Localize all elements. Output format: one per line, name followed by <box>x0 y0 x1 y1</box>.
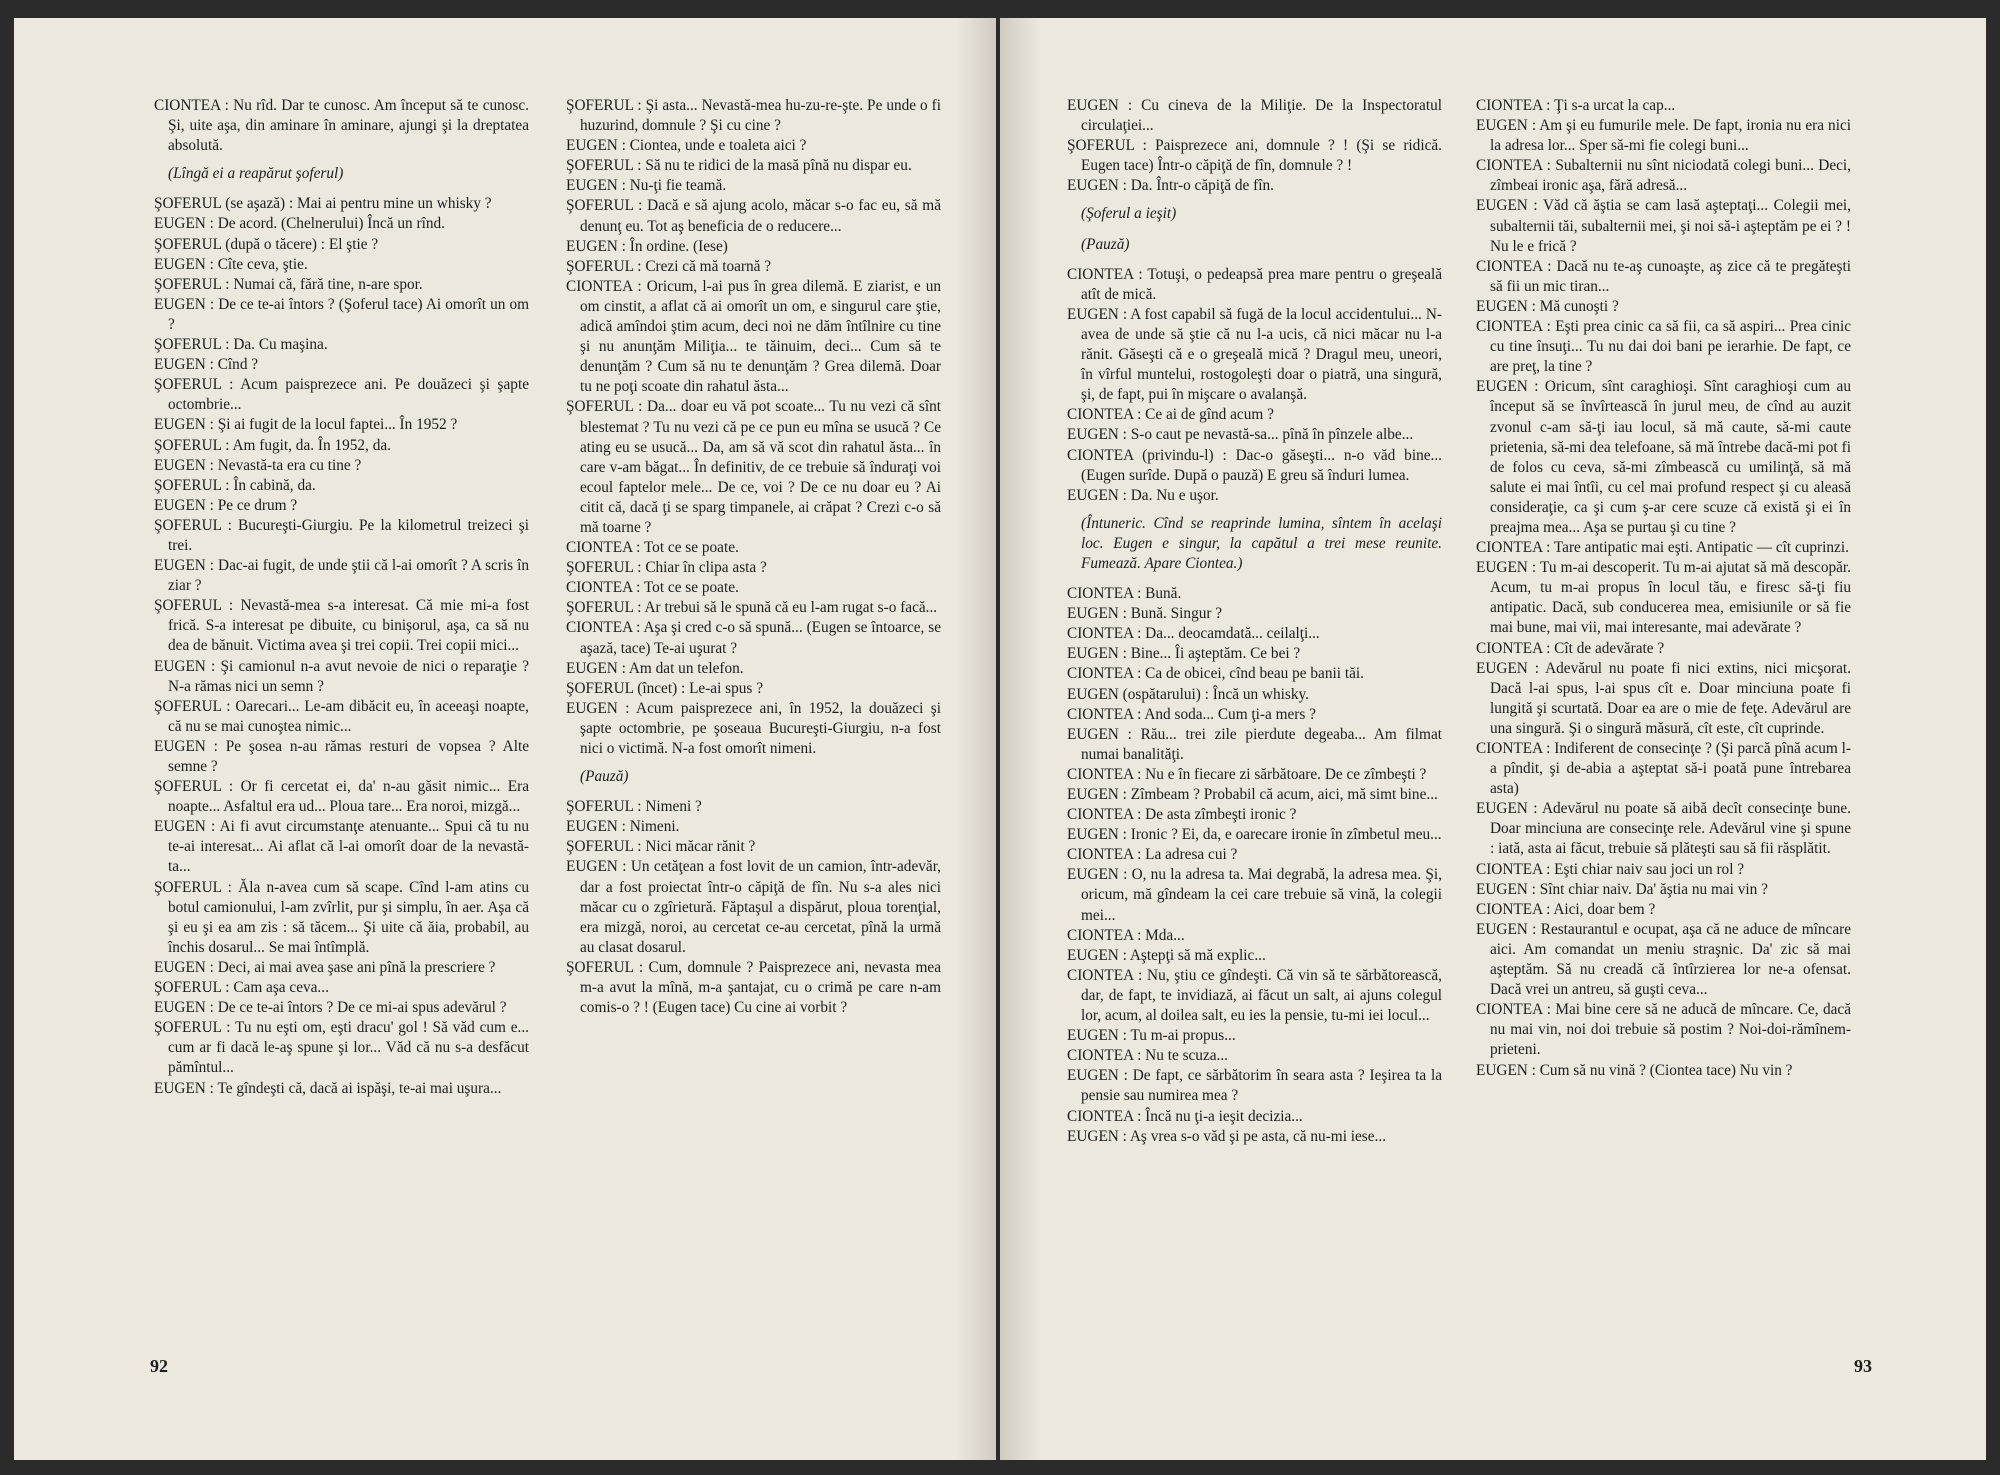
dialogue-line: EUGEN : A fost capabil să fugă de la locul accidentului... N-avea de unde să ştie că nu l-a ucis, că nici măcar nu l-a rănit. Găseşti că e o greşeală mică ? Dragul meu, uneori, în vîrful muntelui, rostogoleşti doar o piatră, una singură, şi, de fapt, pui în mişcare o avalanşă. <box>1067 305 1442 404</box>
dialogue-line: CIONTEA (privindu-l) : Dac-o găseşti... n-o văd bine... (Eugen surîde. După o pauză) E greu să înduri lumea. <box>1067 446 1442 484</box>
dialogue-line: CIONTEA : Mai bine cere să ne aducă de mîncare. Ce, dacă nu mai vin, noi doi trebuie să postim ? Noi-doi-rămînem-prieteni. <box>1476 1001 1851 1059</box>
left-page-column-1 <box>154 96 529 1099</box>
dialogue-line: EUGEN : Cum să nu vină ? (Ciontea tace) Nu vin ? <box>1476 1061 1793 1079</box>
dialogue-line: CIONTEA : Aici, doar bem ? <box>1476 900 1656 918</box>
dialogue-line: EUGEN : O, nu la adresa ta. Mai degrabă, la adresa mea. Şi, oricum, mă gîndeam la cei care trebuie să vină, la colegii mei... <box>1067 866 1442 924</box>
dialogue-line: CIONTEA : Încă nu ţi-a ieşit decizia... <box>1067 1107 1303 1125</box>
stage-direction: (Şoferul a ieşit) <box>1081 205 1177 223</box>
dialogue-line: EUGEN : De ce te-ai întors ? (Şoferul tace) Ai omorît un om ? <box>154 295 529 333</box>
dialogue-line: EUGEN : Şi camionul n-a avut nevoie de nici o reparaţie ? N-a rămas nici un semn ? <box>154 657 529 695</box>
dialogue-line: CIONTEA : Da... deocamdată... ceilalţi... <box>1067 625 1320 643</box>
dialogue-line: CIONTEA : Eşti prea cinic ca să fii, ca să aspiri... Prea cinic cu tine însuţi... Tu nu dai doi bani pe ierarhie. De fapt, ce are preţ, la tine ? <box>1476 318 1851 376</box>
dialogue-line: CIONTEA : Nu rîd. Dar te cunosc. Am început să te cunosc. Şi, uite aşa, din aminare în aminare, ajungi şi la dreptatea absolută. <box>154 97 529 155</box>
dialogue-line: EUGEN : Văd că ăştia se cam lasă aşteptaţi... Colegii mei, subalternii tăi, subalternii mei, şi noi să-i aşteptăm pe ei ? ! Nu le e frică ? <box>1476 197 1851 255</box>
dialogue-line: EUGEN : Restaurantul e ocupat, aşa că ne aduce de mîncare aici. Am comandat un meniu straşnic. Da' zic să mai aşteptăm. Să nu creadă că întîrzierea lor ne-a ofensat. Dacă vrei un antreu, să guşti ceva... <box>1476 920 1851 999</box>
dialogue-line: CIONTEA : Ca de obicei, cînd beau pe banii tăi. <box>1067 665 1364 683</box>
dialogue-line: EUGEN : Rău... trei zile pierdute degeaba... Am filmat numai banalităţi. <box>1067 725 1442 763</box>
right-page-column-1 <box>1067 96 1442 1147</box>
dialogue-line: ŞOFERUL : Dacă e să ajung acolo, măcar s-o fac eu, să mă denunţ eu. Tot aş beneficia de o reducere... <box>566 197 941 235</box>
dialogue-line: CIONTEA : Nu e în fiecare zi sărbătoare. De ce zîmbeşti ? <box>1067 765 1427 783</box>
stage-direction: (Pauză) <box>1081 235 1130 253</box>
dialogue-line: EUGEN : Am dat un telefon. <box>566 659 744 677</box>
dialogue-line: ŞOFERUL : Numai că, fără tine, n-are spor. <box>154 275 423 293</box>
dialogue-line: EUGEN : Da. Într-o căpiţă de fîn. <box>1067 177 1274 195</box>
page-number-left: 92 <box>150 1356 168 1376</box>
dialogue-line: ŞOFERUL : Cum, domnule ? Paisprezece ani, nevasta mea m-a avut la mînă, m-a şantajat, cu o crimă pe care n-am comis-o ? ! (Eugen tace) Cu cine ai vorbit ? <box>566 958 941 1017</box>
dialogue-line: EUGEN (ospătarului) : Încă un whisky. <box>1067 685 1310 703</box>
dialogue-line: EUGEN : Nimeni. <box>566 818 680 836</box>
dialogue-line: ŞOFERUL (încet) : Le-ai spus ? <box>566 679 763 697</box>
dialogue-line: EUGEN : Ai fi avut circumstanţe atenuante... Spui că tu nu te-ai interesat... Ai aflat că l-ai omorît doar de la nevastă-ta... <box>154 818 529 876</box>
dialogue-line: ŞOFERUL : Oarecari... Le-am dibăcit eu, în aceeaşi noapte, că nu se mai cunoştea nimic... <box>154 697 529 735</box>
dialogue-line: EUGEN : Mă cunoşti ? <box>1476 297 1619 315</box>
dialogue-line: ŞOFERUL : Nevastă-mea s-a interesat. Că mie mi-a fost frică. S-a interesat pe dibuite, cu binişorul, aşa, ca să nu dea de bănuit. Victima avea şi trei copii. Trei copii mici... <box>154 597 529 655</box>
dialogue-line: EUGEN : Şi ai fugit de la locul faptei... În 1952 ? <box>154 416 458 434</box>
dialogue-line: EUGEN : Te gîndeşti că, dacă ai ispăşi, te-ai mai uşura... <box>154 1079 502 1097</box>
dialogue-line: EUGEN : Cînd ? <box>154 356 259 374</box>
dialogue-line: ŞOFERUL : Ăla n-avea cum să scape. Cînd l-am atins cu botul camionului, l-am zvîrlit, pur şi simplu, în aer. Aşa că şi eu şi ea am zis : să tăcem... Şi uite că ăia, probabil, au închis dosarul... Se mai întîmplă. <box>154 878 529 956</box>
dialogue-line: EUGEN : Nu-ţi fie teamă. <box>566 177 727 195</box>
dialogue-line: EUGEN : Deci, ai mai avea şase ani pînă la prescriere ? <box>154 958 496 976</box>
dialogue-line: ŞOFERUL : Ar trebui să le spună că eu l-am rugat s-o facă... <box>566 599 938 617</box>
dialogue-line: CIONTEA : Cît de adevărate ? <box>1476 639 1665 657</box>
dialogue-line: CIONTEA : Mda... <box>1067 926 1185 944</box>
dialogue-line: ŞOFERUL : În cabină, da. <box>154 476 316 494</box>
dialogue-line: ŞOFERUL : Crezi că mă toarnă ? <box>566 257 772 275</box>
dialogue-line: ŞOFERUL : Chiar în clipa asta ? <box>566 559 767 577</box>
dialogue-line: ŞOFERUL : Am fugit, da. În 1952, da. <box>154 436 391 454</box>
dialogue-line: EUGEN : Bine... Îi aşteptăm. Ce bei ? <box>1067 645 1301 663</box>
gutter-shadow <box>1000 18 1040 1460</box>
stage-direction: (Lîngă ei a reapărut şoferul) <box>168 165 344 183</box>
dialogue-line: CIONTEA : Tot ce se poate. <box>566 539 739 557</box>
gutter-shadow <box>956 18 996 1460</box>
dialogue-line: EUGEN : De fapt, ce sărbătorim în seara asta ? Ieşirea ta la pensie sau numirea mea ? <box>1067 1067 1442 1105</box>
left-page <box>14 18 996 1460</box>
dialogue-line: EUGEN : Sînt chiar naiv. Da' ăştia nu mai vin ? <box>1476 880 1768 898</box>
dialogue-line: ŞOFERUL : Nici măcar rănit ? <box>566 838 756 856</box>
dialogue-line: EUGEN : Tu m-ai descoperit. Tu m-ai ajutat să mă descopăr. Acum, tu m-ai propus în locul tău, e firesc să-ţi fiu antipatic. Dacă, sub conducerea mea, emisiunile or să fie mai bune, mai vii, mai interesante, mai adevărate ? <box>1476 559 1851 637</box>
dialogue-line: CIONTEA : Tot ce se poate. <box>566 579 739 597</box>
right-page <box>1000 18 1986 1460</box>
dialogue-line: EUGEN : În ordine. (Iese) <box>566 237 728 255</box>
dialogue-line: ŞOFERUL (se aşază) : Mai ai pentru mine un whisky ? <box>154 195 492 213</box>
dialogue-line: EUGEN : Dac-ai fugit, de unde ştii că l-ai omorît ? A scris în ziar ? <box>154 557 529 595</box>
dialogue-line: ŞOFERUL : Bucureşti-Giurgiu. Pe la kilometrul treizeci şi trei. <box>154 516 529 554</box>
dialogue-line: EUGEN : Bună. Singur ? <box>1067 605 1223 623</box>
stage-direction: (Pauză) <box>580 768 629 786</box>
dialogue-line: CIONTEA : And soda... Cum ţi-a mers ? <box>1067 705 1316 723</box>
dialogue-line: EUGEN : Ciontea, unde e toaleta aici ? <box>566 137 807 155</box>
dialogue-line: ŞOFERUL : Să nu te ridici de la masă pînă nu dispar eu. <box>566 157 912 175</box>
dialogue-line: EUGEN : Aştepţi să mă explic... <box>1067 946 1266 964</box>
dialogue-line: ŞOFERUL : Cam aşa ceva... <box>154 979 329 997</box>
stage-direction: (Întuneric. Cînd se reaprinde lumina, sîntem în acelaşi loc. Eugen e singur, la capătul a trei mese reunite. Fumează. Apare Ciontea.) <box>1081 514 1442 572</box>
dialogue-line: CIONTEA : Indiferent de consecinţe ? (Şi parcă pînă acum l-a pîndit, şi de-abia a aşteptat să-i poată pune întrebarea asta) <box>1476 740 1851 798</box>
dialogue-line: EUGEN : Pe şosea n-au rămas resturi de vopsea ? Alte semne ? <box>154 737 529 775</box>
dialogue-line: EUGEN : De acord. (Chelnerului) Încă un rînd. <box>154 215 445 233</box>
dialogue-line: EUGEN : Adevărul nu poate fi nici extins, nici micşorat. Dacă l-ai spus, l-ai spus cît e. Doar minciuna poate fi lungită şi scurtată. Doar ea are o mie de feţe. Adevărul are una singură. Şi o singură măsură, cît este, cît cuprinde. <box>1476 659 1851 737</box>
dialogue-line: EUGEN : S-o caut pe nevastă-sa... pînă în pînzele albe... <box>1067 426 1414 444</box>
dialogue-line: ŞOFERUL : Da. Cu maşina. <box>154 336 328 354</box>
dialogue-line: EUGEN : Un cetăţean a fost lovit de un camion, într-adevăr, dar a fost proiectat într-o căpiţă de fîn. Nu s-a ales nici măcar cu o zgîrietură. Făptaşul a dispărut, ploua torenţial, era mizgă, noroi, au cercetat ce-au cercetat, pînă la urmă au clasat dosarul. <box>566 858 941 956</box>
dialogue-line: EUGEN : Ironic ? Ei, da, e oarecare ironie în zîmbetul meu... <box>1067 826 1442 844</box>
dialogue-line: CIONTEA : Bună. <box>1067 585 1182 603</box>
dialogue-line: CIONTEA : La adresa cui ? <box>1067 846 1238 864</box>
left-page-column-2 <box>566 96 941 1018</box>
dialogue-line: CIONTEA : Oricum, l-ai pus în grea dilemă. E ziarist, e un om cinstit, a aflat că ai omorît un om, e singurul care ştie, adică amîndoi ştim acum, deci noi ne dăm întîlnire cu tine şi nu anunţăm Miliţia... te tăinuim, deci... Cum să te denunţăm ? Cum să nu te denunţăm ? Grea dilemă. Doar tu ne poţi scoate din rahatul ăsta... <box>566 277 941 396</box>
dialogue-line: EUGEN : Cu cineva de la Miliţie. De la Inspectoratul circulaţiei... <box>1067 97 1442 135</box>
dialogue-line: ŞOFERUL : Nimeni ? <box>566 798 702 816</box>
dialogue-line: EUGEN : Da. Nu e uşor. <box>1067 486 1219 504</box>
dialogue-line: CIONTEA : Totuşi, o pedeapsă prea mare pentru o greşeală atît de mică. <box>1067 265 1442 303</box>
dialogue-line: EUGEN : Pe ce drum ? <box>154 496 298 514</box>
dialogue-line: CIONTEA : Eşti chiar naiv sau joci un rol ? <box>1476 860 1745 878</box>
dialogue-line: CIONTEA : Ţi s-a urcat la cap... <box>1476 97 1676 114</box>
dialogue-line: EUGEN : Am şi eu fumurile mele. De fapt, ironia nu era nici la adresa lor... Sper să-mi fie colegi buni... <box>1476 117 1851 155</box>
dialogue-line: CIONTEA : Dacă nu te-aş cunoaşte, aş zice că te pregăteşti să fii un mic tiran... <box>1476 257 1851 295</box>
dialogue-line: CIONTEA : Subalternii nu sînt niciodată colegi buni... Deci, zîmbeai ironic aşa, fără adresă... <box>1476 157 1851 195</box>
dialogue-line: EUGEN : Nevastă-ta era cu tine ? <box>154 456 362 474</box>
dialogue-line: CIONTEA : Nu te scuza... <box>1067 1047 1229 1065</box>
dialogue-line: EUGEN : Cîte ceva, ştie. <box>154 255 308 273</box>
dialogue-line: ŞOFERUL : Or fi cercetat ei, da' n-au găsit nimic... Era noapte... Asfaltul era ud... Ploua tare... Era noroi, mizgă... <box>154 778 529 816</box>
dialogue-line: ŞOFERUL : Tu nu eşti om, eşti dracu' gol ! Să văd cum e... cum ar fi dacă le-aş spune şi lor... Văd că nu s-a desfăcut pămîntul... <box>154 1019 529 1077</box>
dialogue-line: CIONTEA : Aşa şi cred c-o să spună... (Eugen se întoarce, se aşază, tace) Te-ai uşurat ? <box>566 619 941 657</box>
dialogue-line: ŞOFERUL (după o tăcere) : El ştie ? <box>154 235 379 253</box>
dialogue-line: EUGEN : Aş vrea s-o văd şi pe asta, că nu-mi iese... <box>1067 1127 1387 1145</box>
dialogue-line: CIONTEA : Tare antipatic mai eşti. Antipatic — cît cuprinzi. <box>1476 539 1849 557</box>
dialogue-line: EUGEN : Acum paisprezece ani, în 1952, la douăzeci şi şapte octombrie, pe şoseaua Bucureşti-Giurgiu, n-a fost nici o victimă. N-a fost omorît nimeni. <box>566 699 941 757</box>
page-number-right: 93 <box>1854 1356 1872 1376</box>
right-page-column-2 <box>1476 96 1851 1081</box>
dialogue-line: ŞOFERUL : Da... doar eu vă pot scoate... Tu nu vezi că sînt blestemat ? Tu nu vezi că pe ce pun eu mîna se usucă ? Ce ating eu se usucă... Da, am să vă scot din rahatul ăsta... în care v-am băgat... În definitiv, de ce trebuie să înduraţi voi ecoul faptelor mele... De ce, voi ? De ce nu doar eu ? Ai citit că, dacă ţi se sparg timpanele, ai crăpat ? Crezi c-o să mă toarne ? <box>566 398 941 536</box>
dialogue-line: CIONTEA : Ce ai de gînd acum ? <box>1067 406 1274 424</box>
dialogue-line: ŞOFERUL : Şi asta... Nevastă-mea hu-zu-re-şte. Pe unde o fi huzurind, domnule ? Şi cu cine ? <box>566 97 941 135</box>
dialogue-line: ŞOFERUL : Acum paisprezece ani. Pe douăzeci şi şapte octombrie... <box>154 376 529 414</box>
dialogue-line: EUGEN : Zîmbeam ? Probabil că acum, aici, mă simt bine... <box>1067 786 1438 803</box>
dialogue-line: EUGEN : De ce te-ai întors ? De ce mi-ai spus adevărul ? <box>154 999 507 1017</box>
dialogue-line: CIONTEA : Nu, ştiu ce gîndeşti. Că vin să te sărbătorească, dar, de fapt, te invidiază, ai făcut un salt, ai ajuns colegul lor, acum, al doilea salt, eu ies la pensie, tu-mi iei locul... <box>1067 966 1442 1025</box>
dialogue-line: EUGEN : Tu m-ai propus... <box>1067 1027 1236 1045</box>
dialogue-line: CIONTEA : De asta zîmbeşti ironic ? <box>1067 806 1297 824</box>
dialogue-line: ŞOFERUL : Paisprezece ani, domnule ? ! (Şi se ridică. Eugen tace) Într-o căpiţă de fîn, domnule ? ! <box>1067 137 1442 175</box>
dialogue-line: EUGEN : Oricum, sînt caraghioşi. Sînt caraghioşi cum au început să se învîrtească în jurul meu, de cînd au auzit zvonul c-am să-ţi iau locul, să mă caute, să-mi caute prietenia, să-mi dea telefoane, să mă întrebe dacă-mi pot fi de folos cu ceva, să-mi zîmbească cu umilinţă, să mă salute ei mai întîi, cu cel mai profund respect şi cu aleasă consideraţie, ca şi cum ş-ar cere scuze că există şi ei în preajma mea... Aşa se purtau şi cu tine ? <box>1476 378 1851 536</box>
dialogue-line: EUGEN : Adevărul nu poate să aibă decît consecinţe bune. Doar minciuna are consecinţe rele. Adevărul vine şi spune : iată, asta ai făcut, trebuie să plăteşti sau să fii răsplătit. <box>1476 800 1851 858</box>
